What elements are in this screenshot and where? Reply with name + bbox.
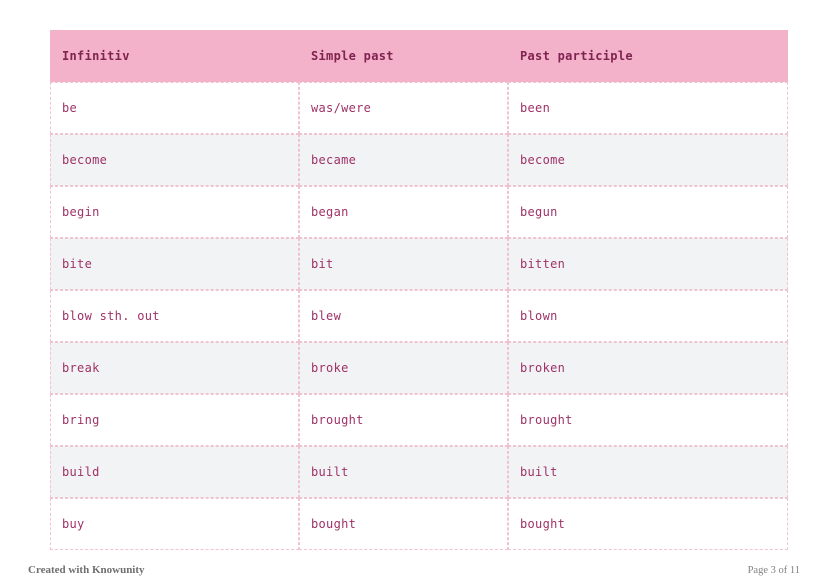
- column-header: Past participle: [508, 30, 788, 82]
- irregular-verbs-table: [50, 30, 788, 550]
- table-cell: bitten: [508, 238, 788, 290]
- table-cell: become: [50, 134, 299, 186]
- table-header: [50, 30, 788, 82]
- table-row: [50, 446, 788, 498]
- table-cell: bought: [299, 498, 508, 550]
- table-cell: brought: [299, 394, 508, 446]
- table-cell: blown: [508, 290, 788, 342]
- table-row: [50, 238, 788, 290]
- table-cell: bring: [50, 394, 299, 446]
- table-row: [50, 342, 788, 394]
- table-cell: been: [508, 82, 788, 134]
- table-cell: built: [299, 446, 508, 498]
- table-cell: was/were: [299, 82, 508, 134]
- table-cell: be: [50, 82, 299, 134]
- table-body: [50, 82, 788, 550]
- footer-branding: Created with Knowunity: [28, 564, 145, 576]
- table-cell: blow sth. out: [50, 290, 299, 342]
- table-cell: begun: [508, 186, 788, 238]
- table-cell: blew: [299, 290, 508, 342]
- table-row: [50, 82, 788, 134]
- table-cell: become: [508, 134, 788, 186]
- table-cell: begin: [50, 186, 299, 238]
- table-cell: broken: [508, 342, 788, 394]
- footer-page-number: Page 3 of 11: [747, 565, 800, 576]
- table-cell: began: [299, 186, 508, 238]
- column-header: Simple past: [299, 30, 508, 82]
- table-cell: break: [50, 342, 299, 394]
- table-cell: brought: [508, 394, 788, 446]
- header-row: [50, 30, 788, 82]
- table-cell: bite: [50, 238, 299, 290]
- table-cell: bought: [508, 498, 788, 550]
- page-footer: [28, 564, 800, 576]
- table-row: [50, 134, 788, 186]
- table-cell: became: [299, 134, 508, 186]
- table-cell: bit: [299, 238, 508, 290]
- table-cell: broke: [299, 342, 508, 394]
- table-row: [50, 394, 788, 446]
- table-cell: build: [50, 446, 299, 498]
- table-row: [50, 290, 788, 342]
- table-cell: buy: [50, 498, 299, 550]
- table-cell: built: [508, 446, 788, 498]
- table-row: [50, 186, 788, 238]
- table-row: [50, 498, 788, 550]
- column-header: Infinitiv: [50, 30, 299, 82]
